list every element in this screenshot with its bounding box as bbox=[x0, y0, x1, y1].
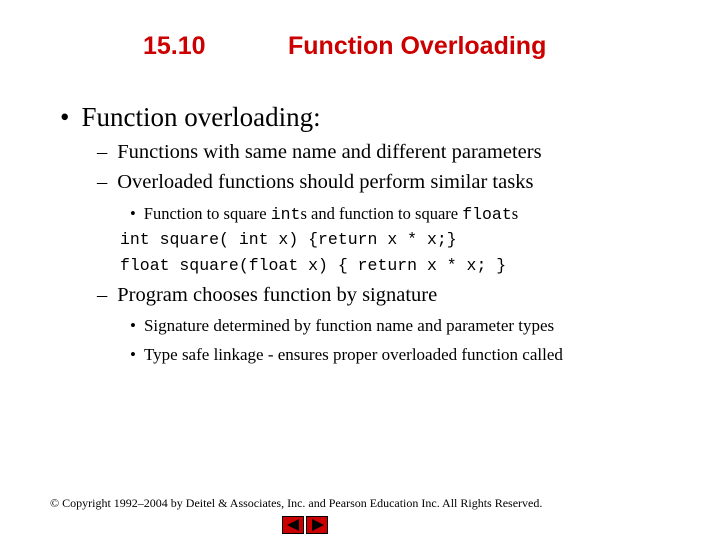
sub-bullet-text: Functions with same name and different parameters bbox=[117, 141, 542, 163]
triangle-left-icon bbox=[287, 519, 299, 531]
previous-slide-button[interactable] bbox=[282, 516, 304, 534]
sub-bullet-text: Program chooses function by signature bbox=[117, 284, 438, 306]
dash-icon: – bbox=[97, 171, 108, 193]
sub-bullet-same-name bbox=[97, 141, 542, 164]
bullet-dot-icon: • bbox=[130, 345, 136, 364]
code-line-float-square: float square(float x) { return x * x; } bbox=[120, 256, 507, 275]
code-line-int-square: int square( int x) {return x * x;} bbox=[120, 230, 457, 249]
triangle-right-icon bbox=[312, 519, 324, 531]
sub-bullet-text: Overloaded functions should perform similar tasks bbox=[117, 171, 534, 193]
bullet-function-overloading bbox=[60, 102, 321, 133]
slide-title: Function Overloading bbox=[288, 32, 547, 60]
dash-icon: – bbox=[97, 284, 108, 306]
sub-bullet-similar-tasks bbox=[97, 171, 533, 194]
text-fragment: Function to square bbox=[143, 204, 271, 223]
copyright-notice: © Copyright 1992–2004 by Deitel & Associates, Inc. and Pearson Education Inc. All Rights Reserved. bbox=[50, 496, 543, 510]
sub-sub-bullet-text: Type safe linkage - ensures proper overloaded function called bbox=[143, 345, 563, 364]
next-slide-button[interactable] bbox=[306, 516, 328, 534]
bullet-dot-icon: • bbox=[130, 316, 136, 335]
bullet-text: Function overloading: bbox=[81, 102, 321, 132]
slide-number: 15.10 bbox=[143, 32, 206, 60]
code-float: float bbox=[462, 205, 512, 224]
sub-bullet-signature bbox=[97, 284, 437, 307]
code-int: int bbox=[270, 205, 301, 224]
dash-icon: – bbox=[97, 141, 108, 163]
sub-sub-bullet-square-example bbox=[130, 204, 518, 224]
sub-sub-bullet-signature-determined bbox=[130, 316, 554, 336]
bullet-dot-icon: • bbox=[130, 204, 136, 223]
text-fragment: s and function to square bbox=[300, 204, 463, 223]
sub-sub-bullet-type-safe-linkage bbox=[130, 345, 563, 365]
bullet-dot-icon: • bbox=[60, 102, 70, 132]
text-fragment: s bbox=[511, 204, 519, 223]
sub-sub-bullet-text: Signature determined by function name and parameter types bbox=[143, 316, 555, 335]
